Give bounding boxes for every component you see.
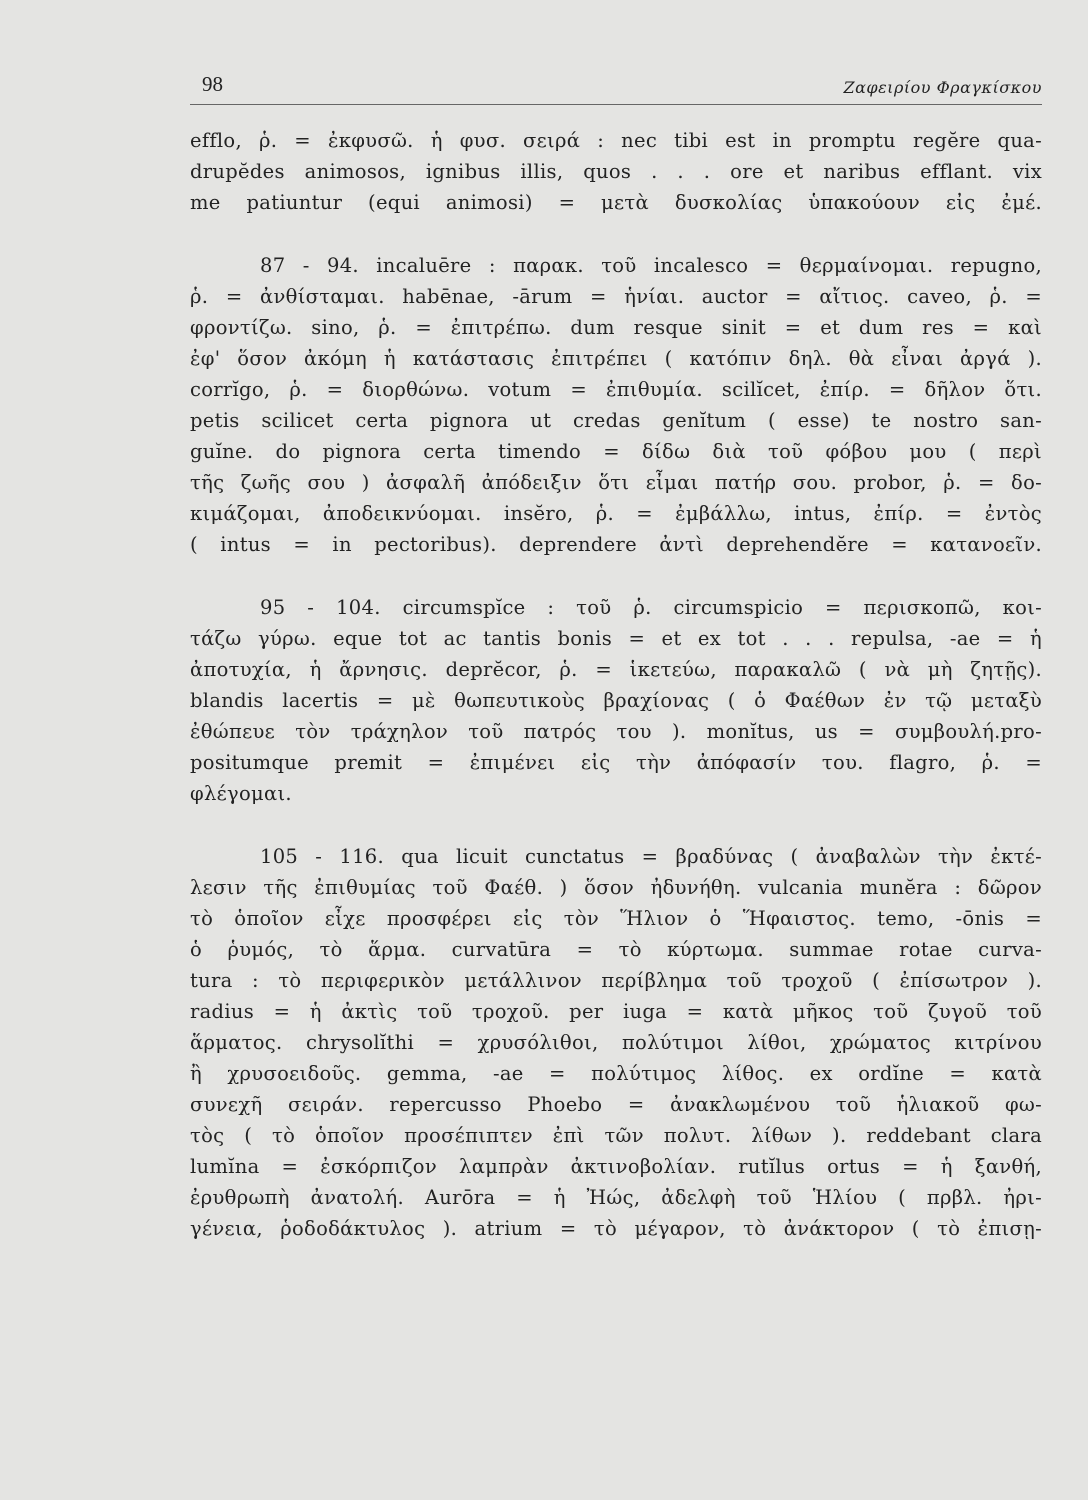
text-line: τὸς ( τὸ ὁποῖον προσέπιπτεν ἐπὶ τῶν πολυτ. λίθων ). reddebant clara bbox=[190, 1124, 1042, 1147]
text-line: 87 - 94. incaluēre : παρακ. τοῦ incalesco = θερμαίνομαι. repugno, bbox=[260, 254, 1042, 277]
text-line: τῆς ζωῆς σου ) ἀσφαλῆ ἀπόδειξιν ὅτι εἶμαι πατήρ σου. probor, ῥ. = δο- bbox=[190, 471, 1042, 494]
page-number: 98 bbox=[202, 72, 223, 96]
text-line: ἐρυθρωπὴ ἀνατολή. Aurōra = ἡ Ἠώς, ἀδελφὴ τοῦ Ἡλίου ( πρβλ. ἠρι- bbox=[190, 1186, 1042, 1209]
text-line: ἀποτυχία, ἡ ἄρνησις. deprĕcor, ῥ. = ἱκετεύω, παρακαλῶ ( νὰ μὴ ζητῇς). bbox=[190, 658, 1042, 681]
text-line: ἐφ' ὅσον ἀκόμη ἡ κατάστασις ἐπιτρέπει ( κατόπιν δηλ. θὰ εἶναι ἀργά ). bbox=[190, 347, 1042, 370]
text-line: efflo, ῥ. = ἐκφυσῶ. ἡ φυσ. σειρά : nec tibi est in promptu regĕre qua- bbox=[190, 129, 1042, 152]
text-line: ἢ χρυσοειδοῦς. gemma, -ae = πολύτιμος λίθος. ex ordĭne = κατὰ bbox=[190, 1062, 1042, 1085]
paragraph-87-94 bbox=[190, 250, 1042, 560]
text-line: positumque premit = ἐπιμένει εἰς τὴν ἀπόφασίν του. flagro, ῥ. = bbox=[190, 751, 1042, 774]
page-header bbox=[190, 68, 1042, 105]
text-line: ἐθώπευε τὸν τράχηλον τοῦ πατρός του ). monĭtus, us = συμβουλή.pro- bbox=[190, 720, 1042, 743]
text-line: guĭne. do pignora certa timendo = δίδω διὰ τοῦ φόβου μου ( περὶ bbox=[190, 440, 1042, 463]
running-head: Ζαφειρίου Φραγκίσκου bbox=[843, 78, 1042, 97]
body-text bbox=[190, 125, 1042, 1276]
text-line: lumĭna = ἐσκόρπιζον λαμπρὰν ἀκτινοβολίαν. rutĭlus ortus = ἡ ξανθή, bbox=[190, 1155, 1042, 1178]
text-line: ὁ ῥυμός, τὸ ἅρμα. curvatūra = τὸ κύρτωμα. summae rotae curva- bbox=[190, 938, 1042, 961]
text-line: λεσιν τῆς ἐπιθυμίας τοῦ Φαέθ. ) ὅσον ἠδυνήθη. vulcania munĕra : δῶρον bbox=[190, 876, 1042, 899]
text-line: me patiuntur (equi animosi) = μετὰ δυσκολίας ὑπακούουν εἰς ἐμέ. bbox=[190, 191, 1042, 214]
paragraph-95-104 bbox=[190, 592, 1042, 809]
text-line: tura : τὸ περιφερικὸν μετάλλινον περίβλημα τοῦ τροχοῦ ( ἐπίσωτρον ). bbox=[190, 969, 1042, 992]
text-line: corrĭgo, ῥ. = διορθώνω. votum = ἐπιθυμία. scilĭcet, ἐπίρ. = δῆλον ὅτι. bbox=[190, 378, 1042, 401]
text-line: γένεια, ῥοδοδάκτυλος ). atrium = τὸ μέγαρον, τὸ ἀνάκτορον ( τὸ ἐπισῃ- bbox=[190, 1217, 1042, 1240]
text-line: φλέγομαι. bbox=[190, 782, 292, 805]
text-line: τάζω γύρω. eque tot ac tantis bonis = et ex tot . . . repulsa, -ae = ἡ bbox=[190, 627, 1042, 650]
text-line: φροντίζω. sino, ῥ. = ἐπιτρέπω. dum resque sinit = et dum res = καὶ bbox=[190, 316, 1042, 339]
text-line: τὸ ὁποῖον εἶχε προσφέρει εἰς τὸν Ἥλιον ὁ Ἥφαιστος. temo, -ōnis = bbox=[190, 907, 1042, 930]
text-line: drupĕdes animosos, ignibus illis, quos . . . ore et naribus efflant. vix bbox=[190, 160, 1042, 183]
text-line: 95 - 104. circumspĭce : τοῦ ῥ. circumspicio = περισκοπῶ, κοι- bbox=[260, 596, 1042, 619]
paragraph-105-116 bbox=[190, 841, 1042, 1244]
text-line: 105 - 116. qua licuit cunctatus = βραδύνας ( ἀναβαλὼν τὴν ἐκτέ- bbox=[260, 845, 1042, 868]
text-line: blandis lacertis = μὲ θωπευτικοὺς βραχίονας ( ὁ Φαέθων ἐν τῷ μεταξὺ bbox=[190, 689, 1042, 712]
text-line: συνεχῆ σειράν. repercusso Phoebo = ἀνακλωμένου τοῦ ἡλιακοῦ φω- bbox=[190, 1093, 1042, 1116]
text-line: petis scilicet certa pignora ut credas genĭtum ( esse) te nostro san- bbox=[190, 409, 1042, 432]
text-line: ῥ. = ἀνθίσταμαι. habēnae, -ārum = ἡνίαι. auctor = αἴτιος. caveo, ῥ. = bbox=[190, 285, 1042, 308]
paragraph-efflo bbox=[190, 125, 1042, 218]
text-line: ἅρματος. chrysolĭthi = χρυσόλιθοι, πολύτιμοι λίθοι, χρώματος κιτρίνου bbox=[190, 1031, 1042, 1054]
text-line: ( intus = in pectoribus). deprendere ἀντὶ deprehendĕre = κατανοεῖν. bbox=[190, 533, 1042, 556]
text-line: radius = ἡ ἀκτὶς τοῦ τροχοῦ. per iuga = κατὰ μῆκος τοῦ ζυγοῦ τοῦ bbox=[190, 1000, 1042, 1023]
text-line: κιμάζομαι, ἀποδεικνύομαι. insĕro, ῥ. = ἐμβάλλω, intus, ἐπίρ. = ἐντὸς bbox=[190, 502, 1042, 525]
